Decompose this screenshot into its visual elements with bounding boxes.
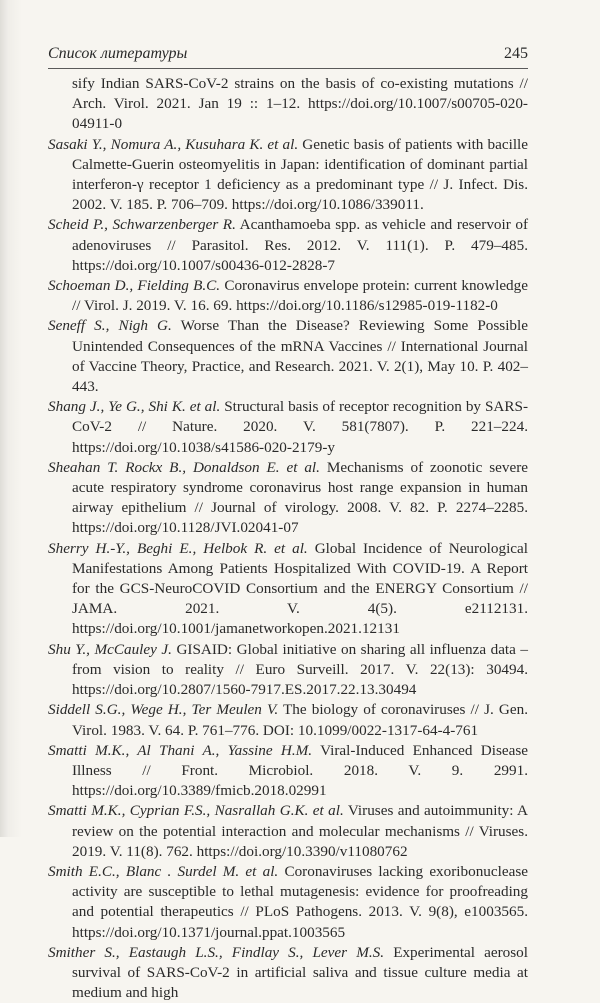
reference-entry [48, 862, 528, 943]
header-rule [48, 68, 528, 69]
reference-text: sify Indian SARS-CoV-2 strains on the basis of co-existing mutations // Arch. Virol. 2021. Jan 19 :: 1–12. https://doi.org/10.1007/s00705-020-04911-0 [72, 75, 528, 133]
running-head [48, 44, 528, 66]
reference-entry [48, 700, 528, 740]
reference-text: Worse Than the Disease? Reviewing Some Possible Unintended Consequences of the mRNA Vaccines // International Journal of Vaccine Theory, Practice, and Research. 2021. V. 2(1), May 10. P. 402–443. [72, 317, 528, 396]
reference-text: Mechanisms of zoonotic severe acute respiratory syndrome coronavirus host range expansion in human airway epithelium // Journal of virology. 2008. V. 82. P. 2274–2285. https://doi.org/10.1128/JVI.02041-07 [72, 458, 528, 537]
reference-entry [48, 74, 528, 135]
reference-authors: Sheahan T. Rockx B., Donaldson E. et al. [48, 458, 320, 476]
reference-entry [48, 943, 528, 1003]
page-number: 245 [504, 45, 528, 62]
reference-text: Global Incidence of Neurological Manifestations Among Patients Hospitalized With COVID-19. A Report for the GCS-NeuroCOVID Consortium and the ENERGY Consortium // JAMA. 2021. V. 4(5). e2112131. https://doi.org/10.1001/jamanetworkopen.2021.12131 [72, 539, 528, 638]
reference-entry [48, 539, 528, 640]
reference-text: Viruses and autoimmunity: A review on the potential interaction and molecular mechanisms // Viruses. 2019. V. 11(8). 762. https://doi.org/10.3390/v11080762 [72, 802, 528, 860]
reference-authors: Shang J., Ye G., Shi K. et al. [48, 398, 221, 416]
reference-entry [48, 215, 528, 276]
reference-list [48, 74, 528, 1003]
reference-text: Coronaviruses lacking exoribonuclease activity are susceptible to lethal mutagenesis: evidence for proofreading and potential therapeutics // PLoS Pathogens. 2013. V. 9(8), e1003565. https://doi.org/10.1371/journal.ppat.1003565 [72, 862, 528, 941]
reference-authors: Shu Y., McCauley J. [48, 640, 172, 658]
reference-text: GISAID: Global initiative on sharing all influenza data – from vision to reality // Euro Surveill. 2017. V. 22(13): 30494. https://doi.org/10.2807/1560-7917.ES.2017.22.13.30494 [72, 640, 528, 699]
reference-authors: Sherry H.-Y., Beghi E., Helbok R. et al. [48, 539, 308, 557]
reference-text: Coronavirus envelope protein: current knowledge // Virol. J. 2019. V. 16. 69. https://doi.org/10.1186/s12985-019-1182-0 [72, 277, 528, 315]
reference-authors: Smith E.C., Blanc . Surdel M. et al. [48, 862, 279, 880]
reference-entry [48, 741, 528, 802]
reference-entry [48, 135, 528, 216]
reference-entry [48, 458, 528, 539]
reference-authors: Scheid P., Schwarzenberger R. [48, 216, 236, 234]
reference-entry [48, 276, 528, 316]
reference-authors: Seneff S., Nigh G. [48, 317, 172, 335]
reference-authors: Smatti M.K., Al Thani A., Yassine H.M. [48, 741, 313, 759]
reference-text: Experimental aerosol survival of SARS-CoV-2 in artificial saliva and tissue culture media at medium and high [72, 943, 528, 1002]
reference-authors: Sasaki Y., Nomura A., Kusuhara K. et al. [48, 135, 299, 153]
reference-authors: Smither S., Eastaugh L.S., Findlay S., Lever M.S. [48, 943, 385, 961]
reference-entry [48, 801, 528, 862]
reference-text: Structural basis of receptor recognition by SARS-CoV-2 // Nature. 2020. V. 581(7807). P. 221–224. https://doi.org/10.1038/s41586-020-2179-y [72, 398, 529, 456]
section-title: Список литературы [48, 45, 188, 62]
reference-entry [48, 640, 528, 701]
reference-text: The biology of coronaviruses // J. Gen. Virol. 1983. V. 64. P. 761–776. DOI: 10.1099/0022-1317-64-4-761 [72, 701, 529, 739]
reference-authors: Schoeman D., Fielding B.C. [48, 277, 221, 295]
reference-authors: Smatti M.K., Cyprian F.S., Nasrallah G.K. et al. [48, 802, 344, 820]
reference-authors: Siddell S.G., Wege H., Ter Meulen V. [48, 701, 279, 719]
reference-entry [48, 397, 528, 458]
reference-text: Viral-Induced Enhanced Disease Illness // Front. Microbiol. 2018. V. 9. 2991. https://doi.org/10.3389/fmicb.2018.02991 [72, 741, 528, 800]
reference-entry [48, 316, 528, 397]
reference-text: Genetic basis of patients with bacille Calmette-Guerin osteomyelitis in Japan: identification of dominant partial interferon-γ receptor 1 deficiency as a predominant type // J. Infect. Dis. 2002. V. 185. P. 706–709. https://doi.org/10.1086/339011. [72, 135, 529, 214]
reference-text: Acanthamoeba spp. as vehicle and reservoir of adenoviruses // Parasitol. Res. 2012. V. 111(1). P. 479–485. https://doi.org/10.1007/s00436-012-2828-7 [72, 216, 529, 274]
